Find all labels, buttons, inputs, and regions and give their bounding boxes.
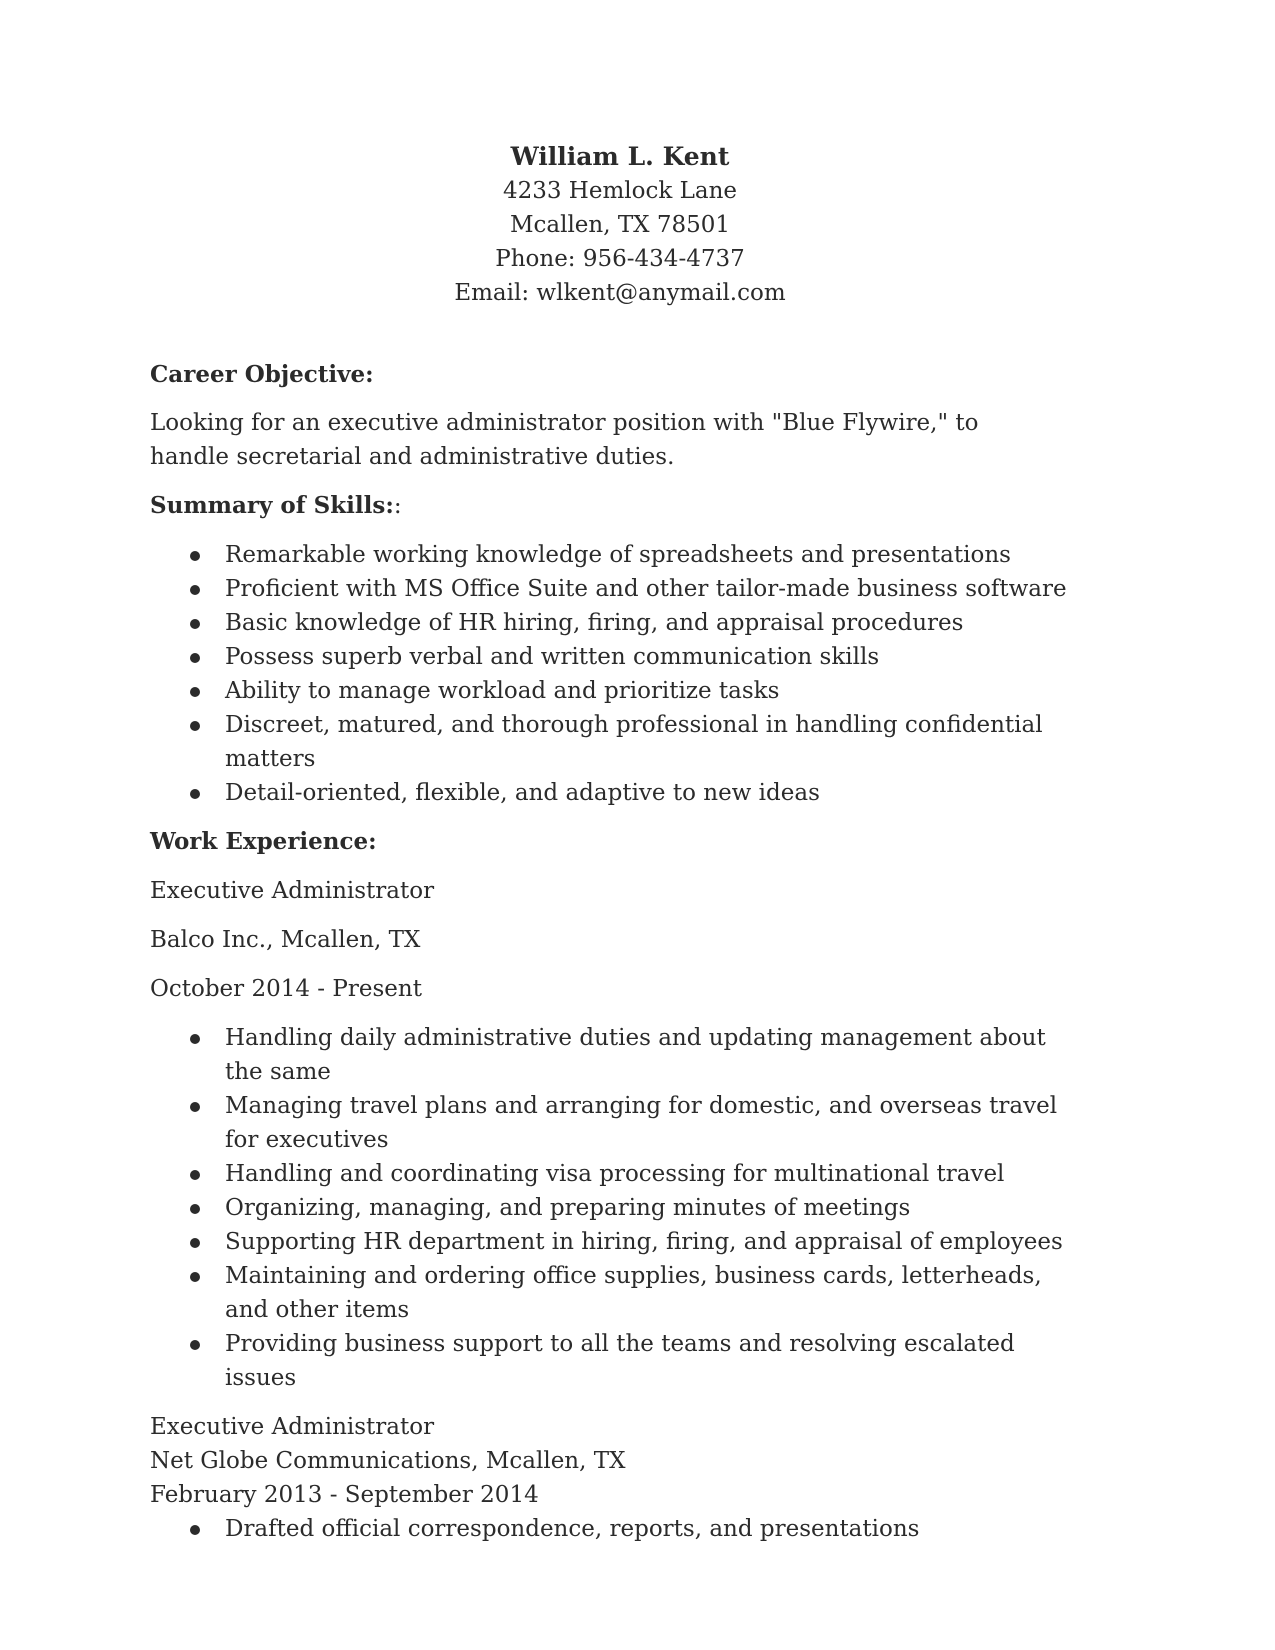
bullet-icon [190, 789, 200, 799]
address-line-1: 4233 Hemlock Lane [502, 178, 738, 204]
bullet-icon [190, 585, 200, 595]
duty-text: Providing business support to all the teams and resolving escalated issues [225, 1331, 1015, 1391]
list-item [150, 1512, 1130, 1546]
bullet-icon [190, 1204, 200, 1214]
resume-page [150, 140, 1130, 1546]
objective-title: Career Objective: [150, 361, 374, 388]
duty-text: Supporting HR department in hiring, firing, and appraisal of employees [225, 1229, 1063, 1255]
bullet-icon [190, 551, 200, 561]
bullet-icon [190, 687, 200, 697]
list-item [150, 674, 1130, 708]
skills-title-text: Summary of Skills: [150, 492, 394, 519]
skill-text: Discreet, matured, and thorough professional in handling confidential matters [225, 712, 1043, 772]
bullet-icon [190, 1340, 200, 1350]
applicant-name: William L. Kent [510, 142, 730, 171]
list-item [150, 776, 1130, 810]
email-line: Email: wlkent@anymail.com [454, 280, 786, 306]
list-item [150, 1089, 1070, 1157]
address-line-2: Mcallen, TX 78501 [509, 212, 731, 238]
skill-text: Remarkable working knowledge of spreadsheets and presentations [225, 542, 1011, 568]
bullet-icon [190, 1272, 200, 1282]
list-item [150, 538, 1130, 572]
bullet-icon [190, 1238, 200, 1248]
job-2-dates: February 2013 - September 2014 [150, 1482, 539, 1508]
objective-text: Looking for an executive administrator position with "Blue Flywire," to handle secretarial and administrative duties. [150, 410, 979, 470]
duty-text: Drafted official correspondence, reports, and presentations [225, 1516, 920, 1542]
phone-line: Phone: 956-434-4737 [495, 246, 745, 272]
job-2-company: Net Globe Communications, Mcallen, TX [150, 1448, 626, 1474]
bullet-icon [190, 1034, 200, 1044]
skill-text: Possess superb verbal and written communication skills [225, 644, 880, 670]
skills-title-suffix: : [393, 493, 402, 519]
duty-text: Maintaining and ordering office supplies, business cards, letterheads, and other items [225, 1263, 1042, 1323]
duty-text: Handling and coordinating visa processing for multinational travel [225, 1161, 1005, 1187]
job-2-duties [150, 1512, 1130, 1546]
list-item [150, 1327, 1070, 1395]
skills-title [150, 489, 1130, 523]
list-item [150, 1191, 1070, 1225]
skills-list [150, 538, 1130, 810]
bullet-icon [190, 653, 200, 663]
job-1-duties [150, 1021, 1070, 1395]
list-item [150, 606, 1130, 640]
bullet-icon [190, 619, 200, 629]
work-title: Work Experience: [150, 828, 377, 855]
list-item [150, 708, 1130, 776]
skill-text: Ability to manage workload and prioritize tasks [225, 678, 780, 704]
bullet-icon [190, 1525, 200, 1535]
job-1-position: Executive Administrator [150, 878, 435, 904]
list-item [150, 1259, 1070, 1327]
job-1-dates: October 2014 - Present [150, 976, 422, 1002]
list-item [150, 1225, 1070, 1259]
bullet-icon [190, 721, 200, 731]
list-item [150, 572, 1130, 606]
duty-text: Organizing, managing, and preparing minutes of meetings [225, 1195, 911, 1221]
skill-text: Detail-oriented, flexible, and adaptive to new ideas [225, 780, 820, 806]
list-item [150, 1021, 1070, 1089]
skill-text: Basic knowledge of HR hiring, firing, and appraisal procedures [225, 610, 964, 636]
job-2-position: Executive Administrator [150, 1414, 435, 1440]
bullet-icon [190, 1170, 200, 1180]
duty-text: Managing travel plans and arranging for domestic, and overseas travel for executives [225, 1093, 1058, 1153]
skill-text: Proficient with MS Office Suite and other tailor-made business software [225, 576, 1067, 602]
resume-header [130, 140, 1110, 310]
bullet-icon [190, 1102, 200, 1112]
list-item [150, 1157, 1070, 1191]
job-1-company: Balco Inc., Mcallen, TX [150, 927, 421, 953]
list-item [150, 640, 1130, 674]
duty-text: Handling daily administrative duties and updating management about the same [225, 1025, 1046, 1085]
